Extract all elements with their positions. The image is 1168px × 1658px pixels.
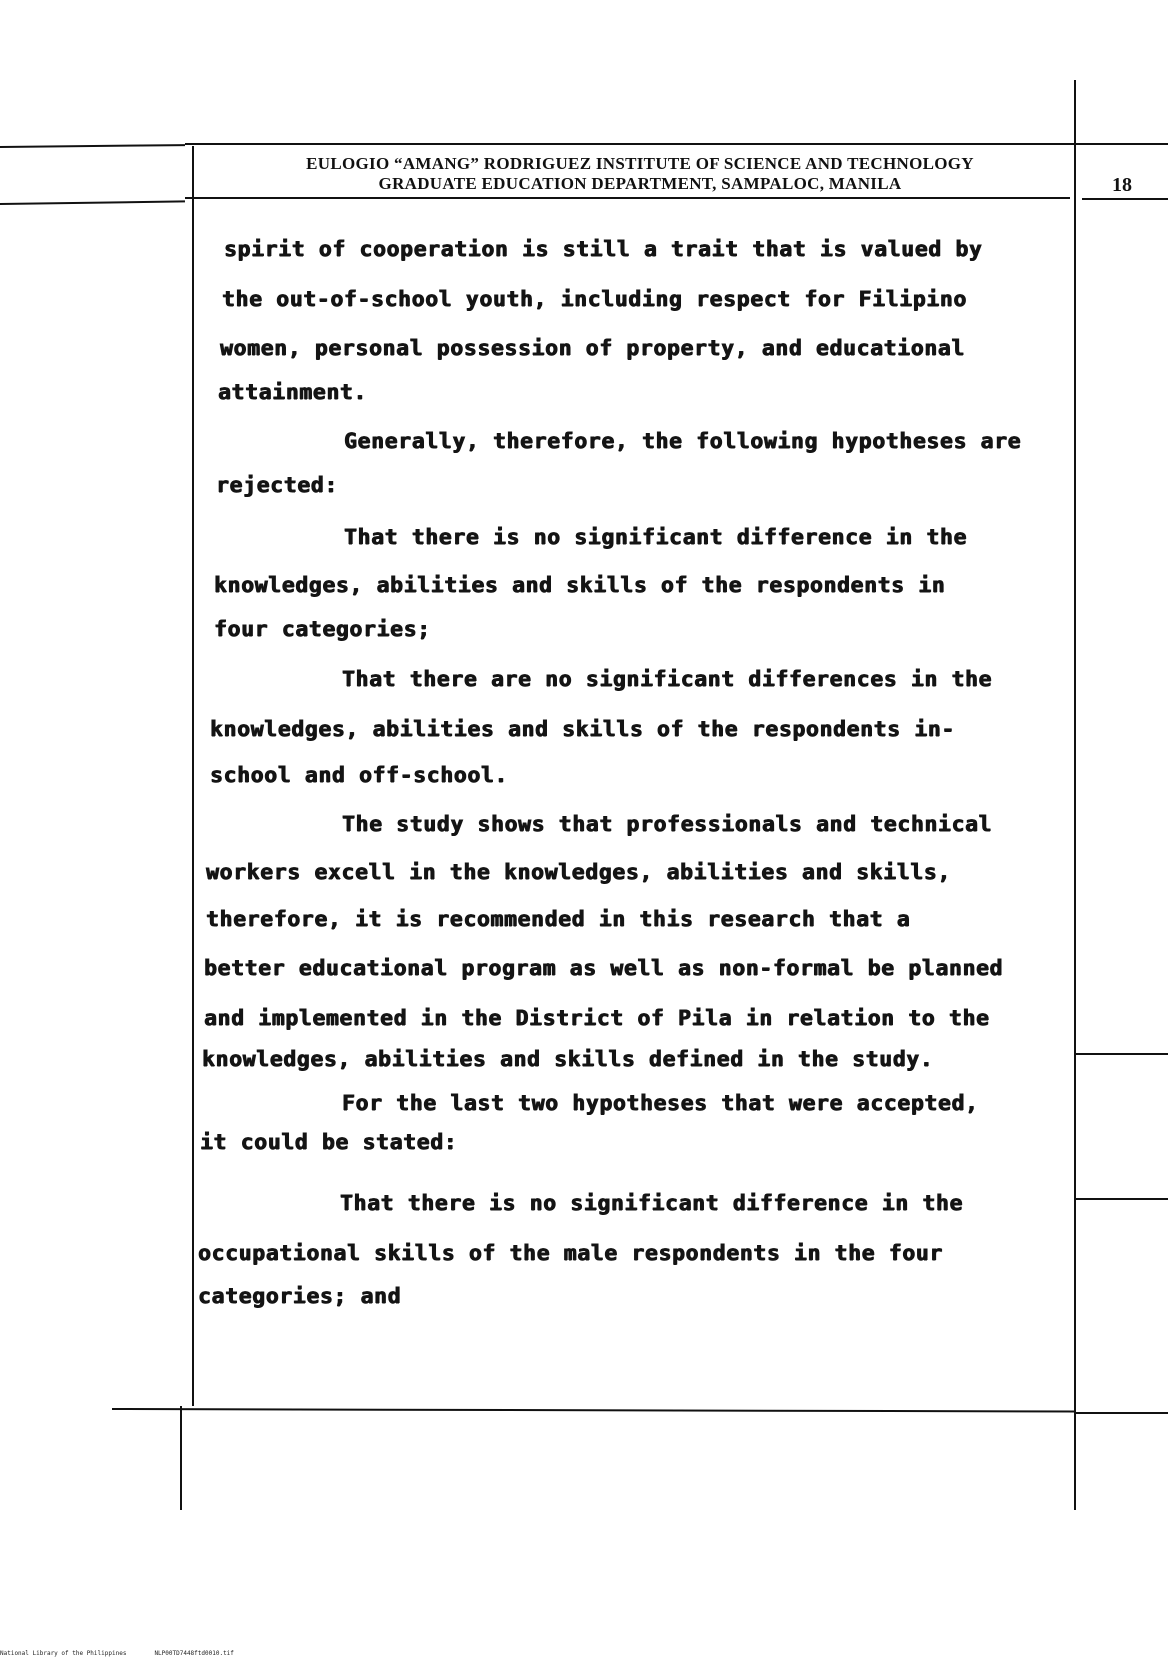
body-line: The study shows that professionals and technical	[342, 812, 993, 837]
body-line: rejected:	[216, 473, 338, 498]
body-line: knowledges, abilities and skills defined in the study.	[202, 1047, 934, 1072]
body-line: school and off-school.	[210, 763, 508, 788]
body-line: That there are no significant differences in the	[342, 667, 993, 692]
body-line: spirit of cooperation is still a trait that is valued by	[224, 237, 983, 262]
body-line: better educational program as well as non-formal be planned	[204, 956, 1004, 981]
body-line: knowledges, abilities and skills of the respondents in	[214, 573, 946, 598]
body-line: categories; and	[198, 1284, 402, 1309]
footer-file: NLP00TD7448ftd0010.tif	[154, 1650, 234, 1657]
body-line: For the last two hypotheses that were accepted,	[342, 1091, 979, 1116]
body-line: That there is no significant difference in the	[340, 1191, 964, 1216]
body-line: and implemented in the District of Pila in relation to the	[204, 1006, 990, 1031]
body-line: Generally, therefore, the following hypotheses are	[344, 429, 1022, 454]
body-line: it could be stated:	[200, 1130, 458, 1155]
body-line: That there is no significant difference in the	[344, 525, 968, 550]
body-line: occupational skills of the male respondents in the four	[198, 1241, 943, 1266]
body-line: therefore, it is recommended in this research that a	[206, 907, 911, 932]
body-line: four categories;	[214, 617, 431, 642]
body-line: attainment.	[218, 380, 367, 405]
scan-footer	[0, 1650, 262, 1658]
page-number: 18	[1112, 174, 1132, 196]
header-line-2: GRADUATE EDUCATION DEPARTMENT, SAMPALOC, MANILA	[378, 174, 902, 193]
body-line: knowledges, abilities and skills of the respondents in-	[210, 717, 955, 742]
header-line-1: EULOGIO “AMANG” RODRIGUEZ INSTITUTE OF SCIENCE AND TECHNOLOGY	[306, 154, 974, 173]
body-line: women, personal possession of property, and educational	[220, 336, 965, 361]
footer-library: National Library of the Philippines	[0, 1650, 127, 1657]
body-line: the out-of-school youth, including respect for Filipino	[222, 287, 967, 312]
body-line: workers excell in the knowledges, abilities and skills,	[206, 860, 951, 885]
